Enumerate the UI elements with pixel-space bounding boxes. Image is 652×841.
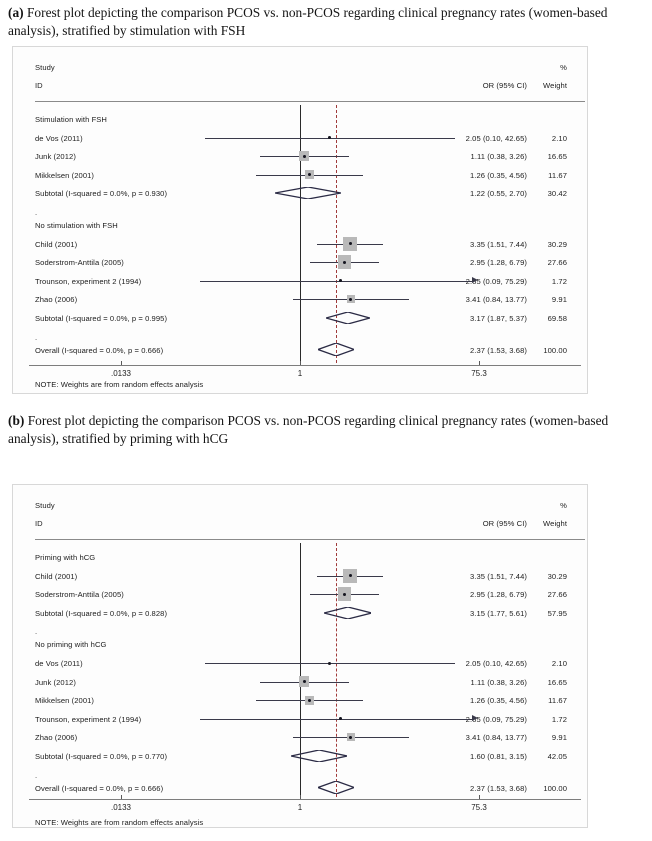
header-separator-rule	[35, 101, 585, 102]
subtotal-label: Subtotal (I-squared = 0.0%, p = 0.828)	[35, 608, 168, 618]
point-estimate-marker	[349, 242, 352, 245]
column-header-or-ci: OR (95% CI)	[482, 519, 527, 528]
or-ci-value: 3.35 (1.51, 7.44)	[469, 571, 527, 581]
weight-value: 30.29	[547, 571, 567, 581]
or-ci-value: 1.26 (0.35, 4.56)	[469, 696, 527, 706]
study-label: Trounson, experiment 2 (1994)	[35, 714, 142, 724]
panel-a-caption-text: Forest plot depicting the comparison PCOS vs. non-PCOS regarding clinical pregnancy rates (women-based analysis), stratified by stimulation with FSH	[8, 5, 608, 38]
x-axis-tick	[121, 361, 122, 365]
study-label: Trounson, experiment 2 (1994)	[35, 276, 142, 286]
or-ci-value: 2.95 (1.28, 6.79)	[469, 258, 527, 268]
x-axis-line	[29, 365, 581, 366]
or-ci-value: 1.26 (0.35, 4.56)	[469, 170, 527, 180]
group-spacer-dot: .	[35, 208, 38, 217]
x-axis-tick	[300, 361, 301, 365]
weight-value: 16.65	[547, 152, 567, 162]
column-header-study: Study	[35, 501, 55, 510]
subtotal-label: Subtotal (I-squared = 0.0%, p = 0.930)	[35, 189, 168, 199]
or-ci-value: 2.05 (0.10, 42.65)	[465, 659, 527, 668]
study-label: Junk (2012)	[35, 677, 76, 687]
weight-value: 27.66	[547, 258, 567, 268]
weight-value: 30.29	[547, 239, 567, 249]
panel-b-plot-frame	[12, 484, 588, 828]
pooled-effect-line	[336, 105, 337, 363]
point-estimate-marker	[328, 662, 331, 665]
panel-a-caption-label: (a)	[8, 5, 24, 20]
or-ci-value: 1.11 (0.38, 3.26)	[470, 677, 527, 687]
overall-diamond	[318, 781, 354, 794]
ci-truncation-arrow-icon	[472, 277, 478, 283]
or-ci-value: 2.65 (0.09, 75.29)	[465, 276, 527, 286]
column-header-weight: Weight	[543, 81, 567, 90]
panel-b-caption-text: Forest plot depicting the comparison PCOS vs. non-PCOS regarding clinical pregnancy rates (women-based analysis), stratified by priming with hCG	[8, 413, 609, 446]
overall-spacer-dot: .	[35, 770, 38, 780]
subtotal-or-ci-value: 1.60 (0.81, 3.15)	[469, 752, 527, 761]
point-estimate-marker	[349, 574, 352, 577]
subtotal-weight-value: 30.42	[547, 189, 567, 199]
forest-plot-b	[13, 485, 587, 827]
overall-spacer-dot: .	[35, 332, 38, 342]
study-label: de Vos (2011)	[35, 659, 83, 668]
weight-value: 9.91	[551, 295, 567, 305]
or-ci-value: 2.05 (0.10, 42.65)	[465, 133, 527, 143]
study-label: Child (2001)	[35, 239, 78, 249]
column-header-id: ID	[35, 81, 43, 90]
column-header-percent: %	[560, 63, 567, 72]
x-axis-tick-label: 1	[297, 369, 303, 378]
study-label: de Vos (2011)	[35, 133, 83, 143]
group-heading: No priming with hCG	[35, 640, 107, 650]
overall-or-ci-value: 2.37 (1.53, 3.68)	[469, 345, 527, 355]
overall-diamond	[318, 343, 354, 356]
weight-value: 2.10	[551, 133, 567, 143]
or-ci-value: 2.95 (1.28, 6.79)	[469, 590, 527, 600]
x-axis-tick-label: .0133	[110, 803, 132, 812]
weight-value: 1.72	[551, 276, 567, 286]
overall-weight-value: 100.00	[543, 783, 567, 793]
subtotal-diamond	[291, 750, 347, 762]
weight-value: 16.65	[547, 677, 567, 687]
study-label: Mikkelsen (2001)	[35, 170, 95, 180]
column-header-study: Study	[35, 63, 55, 72]
study-label: Zhao (2006)	[35, 733, 78, 743]
overall-weight-value: 100.00	[543, 345, 567, 355]
point-estimate-marker	[303, 155, 306, 158]
group-heading: No stimulation with FSH	[35, 221, 118, 230]
weight-value: 2.10	[551, 659, 567, 668]
group-heading: Stimulation with FSH	[35, 115, 107, 124]
subtotal-weight-value: 57.95	[547, 608, 567, 618]
subtotal-label: Subtotal (I-squared = 0.0%, p = 0.770)	[35, 752, 168, 761]
x-axis-tick	[300, 795, 301, 799]
weights-note: NOTE: Weights are from random effects analysis	[35, 818, 204, 828]
confidence-interval-line	[200, 719, 472, 720]
overall-label: Overall (I-squared = 0.0%, p = 0.666)	[35, 783, 164, 793]
x-axis-line	[29, 799, 581, 800]
subtotal-weight-value: 42.05	[547, 752, 567, 761]
overall-or-ci-value: 2.37 (1.53, 3.68)	[469, 783, 527, 793]
group-spacer-dot: .	[35, 627, 38, 637]
panel-a-plot-frame	[12, 46, 588, 394]
group-heading: Priming with hCG	[35, 553, 96, 562]
study-label: Child (2001)	[35, 571, 78, 581]
weight-value: 11.67	[548, 696, 567, 706]
subtotal-label: Subtotal (I-squared = 0.0%, p = 0.995)	[35, 314, 168, 323]
subtotal-or-ci-value: 3.15 (1.77, 5.61)	[469, 608, 527, 618]
subtotal-diamond	[324, 607, 372, 619]
point-estimate-marker	[339, 717, 342, 720]
weight-value: 1.72	[551, 714, 567, 724]
or-ci-value: 3.41 (0.84, 13.77)	[465, 295, 527, 305]
or-ci-value: 3.41 (0.84, 13.77)	[465, 733, 527, 743]
subtotal-or-ci-value: 1.22 (0.55, 2.70)	[469, 189, 527, 199]
x-axis-tick	[479, 795, 480, 799]
column-header-or-ci: OR (95% CI)	[482, 81, 527, 90]
subtotal-weight-value: 69.58	[547, 314, 567, 323]
forest-plot-a	[13, 47, 587, 393]
panel-a-caption	[4, 4, 652, 39]
weight-value: 11.67	[548, 170, 567, 180]
weight-value: 9.91	[551, 733, 567, 743]
weights-note: NOTE: Weights are from random effects analysis	[35, 380, 204, 390]
subtotal-or-ci-value: 3.17 (1.87, 5.37)	[469, 314, 527, 323]
or-ci-value: 3.35 (1.51, 7.44)	[469, 239, 527, 249]
study-label: Soderstrom-Anttila (2005)	[35, 258, 124, 268]
point-estimate-marker	[328, 136, 331, 139]
weight-value: 27.66	[547, 590, 567, 600]
point-estimate-marker	[308, 699, 311, 702]
study-label: Mikkelsen (2001)	[35, 696, 95, 706]
column-header-percent: %	[560, 501, 567, 510]
point-estimate-marker	[303, 680, 306, 683]
study-label: Zhao (2006)	[35, 295, 78, 305]
ci-truncation-arrow-icon	[472, 715, 478, 721]
confidence-interval-line	[200, 281, 472, 282]
or-ci-value: 1.11 (0.38, 3.26)	[470, 152, 527, 162]
column-header-weight: Weight	[543, 519, 567, 528]
study-label: Soderstrom-Anttila (2005)	[35, 590, 124, 600]
overall-label: Overall (I-squared = 0.0%, p = 0.666)	[35, 345, 164, 355]
or-ci-value: 2.65 (0.09, 75.29)	[465, 714, 527, 724]
x-axis-tick-label: .0133	[110, 369, 132, 378]
header-separator-rule	[35, 539, 585, 540]
column-header-id: ID	[35, 519, 43, 528]
x-axis-tick	[479, 361, 480, 365]
x-axis-tick	[121, 795, 122, 799]
x-axis-tick-label: 75.3	[471, 369, 487, 378]
subtotal-diamond	[326, 312, 370, 324]
x-axis-tick-label: 1	[297, 803, 303, 812]
x-axis-tick-label: 75.3	[471, 803, 487, 812]
panel-b-caption-label: (b)	[8, 413, 25, 428]
point-estimate-marker	[339, 279, 342, 282]
panel-b-caption	[4, 412, 652, 447]
study-label: Junk (2012)	[35, 152, 76, 162]
null-effect-line	[300, 105, 301, 363]
subtotal-diamond	[275, 187, 341, 199]
